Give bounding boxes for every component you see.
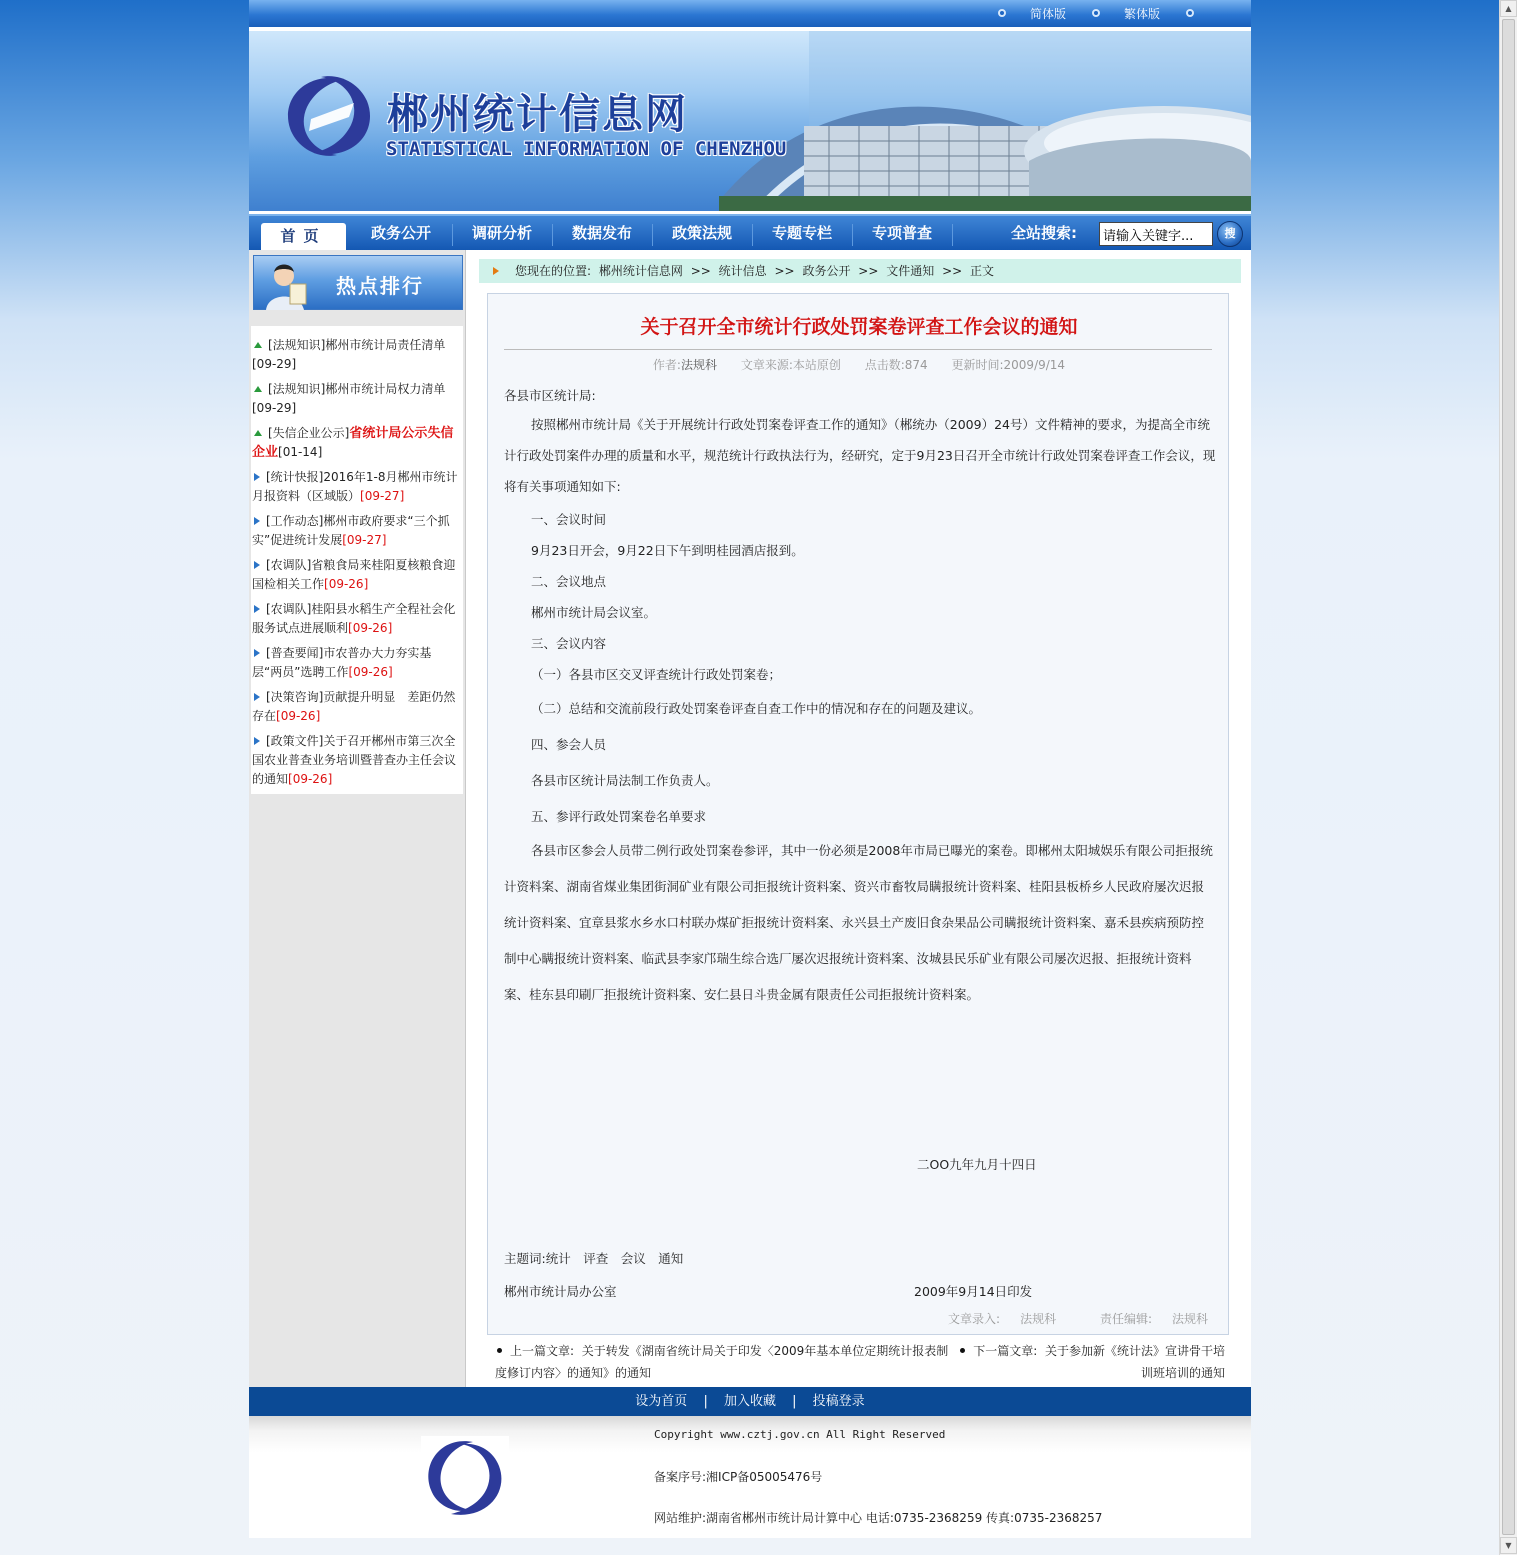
article-panel (487, 293, 1229, 1335)
traditional-chinese-link[interactable]: 繁体版 (1124, 7, 1161, 21)
breadcrumb-current: 正文 (970, 264, 995, 278)
section-body: 各县市区参会人员带二例行政处罚案卷参评，其中一份必须是2008年市局已曝光的案卷。即郴州太阳城娱乐有限公司拒报统计资料案、湖南省煤业集团街洞矿业有限公司拒报统计资料案、资兴市畜牧局瞒报统计资料案、桂阳县板桥乡人民政府屡次迟报统计资料案、宜章县浆水乡水口村联办煤矿拒报统计资料案、永兴县土产废旧食杂果品公司瞒报统计资料案、嘉禾县疾病预防控制中心瞒报统计资料案、临武县李家邝瑞生综合选厂屡次迟报统计资料案、汝城县民乐矿业有限公司屡次迟报、拒报统计资料案、桂东县印刷厂拒报统计资料案、安仁县日斗贵金属有限责任公司拒报统计资料案。 (504, 843, 1213, 1002)
hot-item-date: [09-26] (348, 621, 393, 635)
arrow-right-icon (254, 693, 260, 701)
hot-item-title[interactable]: 郴州市统计局责任清单 (325, 338, 446, 352)
page-container (249, 0, 1251, 1538)
left-sidebar (249, 250, 466, 1387)
section-body: （二）总结和交流前段行政处罚案卷评查自查工作中的情况和存在的问题及建议。 (531, 701, 982, 716)
section-heading: 二、会议地点 (531, 574, 607, 589)
section-body: 各县市区统计局法制工作负责人。 (531, 773, 719, 788)
section-body: 郴州市统计局会议室。 (531, 605, 657, 620)
scroll-up-arrow-icon[interactable]: ▲ (1500, 0, 1517, 17)
icp-record: 备案序号:湘ICP备05005476号 (654, 1470, 823, 1484)
section-body: （一）各县市区交叉评查统计行政处罚案卷； (531, 667, 782, 682)
prev-article (495, 1340, 955, 1384)
footer-divider: | (792, 1394, 797, 1409)
keywords: 主题词:统计 评查 会议 通知 (504, 1251, 684, 1266)
section-heading: 三、会议内容 (531, 636, 607, 651)
entry-label: 文章录入: (948, 1312, 1001, 1326)
footer (249, 1416, 1251, 1538)
submission-login-link[interactable]: 投稿登录 (812, 1394, 865, 1409)
article-footer-meta (908, 1310, 1208, 1327)
main-nav (249, 214, 1251, 250)
breadcrumb-link[interactable]: 政务公开 (802, 264, 851, 278)
hot-item-category: [失信企业公示] (268, 426, 350, 440)
arrow-right-icon (254, 737, 260, 745)
hot-list-item[interactable] (251, 380, 463, 418)
nav-item-policy[interactable]: 政策法规 (671, 224, 732, 242)
hot-ranking-list (251, 326, 463, 794)
hot-item-date: [01-14] (278, 445, 323, 459)
maintainer-info: 网站维护:湖南省郴州市统计局计算中心 电话:0735-2368259 传真:0735-2368257 (654, 1511, 1103, 1525)
person-icon (262, 260, 312, 310)
hot-item-category: [农调队] (266, 558, 312, 572)
nav-divider (952, 224, 953, 246)
search-input[interactable] (1099, 222, 1213, 246)
set-homepage-link[interactable]: 设为首页 (635, 1394, 688, 1409)
hot-item-category: [普查要闻] (266, 646, 324, 660)
hot-item-category: [法规知识] (268, 338, 326, 352)
arrow-right-icon (254, 473, 260, 481)
next-article (957, 1340, 1225, 1384)
hot-list-item[interactable] (251, 644, 463, 682)
add-favorite-link[interactable]: 加入收藏 (723, 1394, 776, 1409)
title-divider (504, 349, 1212, 350)
hot-list-item[interactable] (251, 336, 463, 374)
hot-item-date: [09-27] (360, 489, 405, 503)
site-banner (249, 31, 1251, 211)
nav-item-data-release[interactable]: 数据发布 (571, 224, 632, 242)
nav-item-census[interactable]: 专项普查 (871, 224, 932, 242)
site-subtitle: STATISTICAL INFORMATION OF CHENZHOU (386, 138, 787, 160)
arrow-right-icon (493, 267, 499, 275)
breadcrumb-prefix: 您现在的位置: (515, 264, 592, 278)
search-label: 全站搜索: (1011, 224, 1077, 242)
hot-ranking-title: 热点排行 (336, 274, 424, 298)
hot-list-item[interactable] (251, 688, 463, 726)
copyright: Copyright www.cztj.gov.cn All Right Reserved (654, 1428, 946, 1441)
issue-date: 2009年9月14日印发 (914, 1284, 1033, 1299)
arrow-right-icon (254, 517, 260, 525)
updated-value: 2009/9/14 (1003, 358, 1066, 372)
next-label: 下一篇文章: (973, 1344, 1038, 1358)
hot-item-category: [决策咨询] (266, 690, 324, 704)
hot-list-item[interactable] (251, 424, 463, 462)
hot-item-title[interactable]: 郴州市政府要求“三个抓实”促进统计发展 (252, 514, 450, 547)
author-value: 法规科 (680, 358, 717, 372)
hot-item-date: [09-26] (348, 665, 393, 679)
section-heading: 一、会议时间 (531, 512, 607, 527)
section-heading: 五、参评行政处罚案卷名单要求 (531, 809, 707, 824)
arrow-up-icon (254, 342, 262, 348)
issuer: 郴州市统计局办公室 (504, 1284, 617, 1299)
bullet-icon (1092, 9, 1100, 17)
hot-item-category: [法规知识] (268, 382, 326, 396)
breadcrumb-separator: >> (690, 264, 711, 278)
hot-item-title[interactable]: 省统计局公示失信企业 (252, 426, 454, 460)
hot-item-category: [政策文件] (266, 734, 324, 748)
footer-divider: | (703, 1394, 708, 1409)
source-value: 本站原创 (792, 358, 841, 372)
breadcrumb-separator: >> (858, 264, 879, 278)
vertical-scrollbar[interactable] (1499, 0, 1517, 1555)
prev-label: 上一篇文章: (510, 1344, 575, 1358)
nav-item-home[interactable]: 首页 (261, 223, 346, 252)
section-body: 9月23日开会，9月22日下午到明桂园酒店报到。 (531, 543, 804, 558)
author-label: 作者: (652, 358, 681, 372)
issue-date-chinese: 二OO九年九月十四日 (917, 1157, 1037, 1172)
hot-item-date: [09-26] (288, 772, 333, 786)
hot-item-title[interactable]: 桂阳县水稻生产全程社会化服务试点进展顺利 (252, 602, 456, 635)
hot-list-item[interactable] (251, 600, 463, 638)
site-logo-icon (288, 76, 370, 156)
updated-label: 更新时间: (951, 358, 1004, 372)
arrow-right-icon (254, 561, 260, 569)
hot-item-category: [农调队] (266, 602, 312, 616)
hot-list-item[interactable] (251, 556, 463, 594)
scrollbar-thumb[interactable] (1502, 19, 1515, 1535)
hits-value: 874 (904, 358, 928, 372)
breadcrumb-link[interactable]: 文件通知 (886, 264, 935, 278)
salutation: 各县市区统计局: (504, 388, 596, 403)
arrow-right-icon (254, 649, 260, 657)
breadcrumb-link[interactable]: 郴州统计信息网 (598, 264, 683, 278)
footer-logo-icon (421, 1436, 509, 1518)
breadcrumb-link[interactable]: 统计信息 (718, 264, 767, 278)
hot-ranking-header (253, 255, 463, 310)
hot-item-date: [09-29] (252, 357, 297, 371)
arrow-up-icon (254, 430, 262, 436)
hot-item-title[interactable]: 省粮食局来桂阳夏核粮食迎国检相关工作 (252, 558, 456, 591)
hot-item-date: [09-26] (324, 577, 369, 591)
hot-list-item[interactable] (251, 468, 463, 506)
arrow-up-icon (254, 386, 262, 392)
hot-item-date: [09-26] (276, 709, 321, 723)
source-label: 文章来源: (740, 358, 793, 372)
hot-list-item[interactable] (251, 512, 463, 550)
prev-article-link[interactable]: 关于转发《湖南省统计局关于印发〈2009年基本单位定期统计报表制度修订内容〉的通知》的通知 (495, 1344, 949, 1380)
hot-item-title[interactable]: 2016年1-8月郴州市统计月报资料（区域版） (252, 470, 458, 503)
stadium-illustration (719, 31, 1251, 211)
arrow-right-icon (254, 605, 260, 613)
simplified-chinese-link[interactable]: 简体版 (1030, 7, 1067, 21)
bullet-icon (1186, 9, 1194, 17)
top-bar (249, 0, 1251, 27)
editor-label: 责任编辑: (1099, 1312, 1152, 1326)
hits-label: 点击数: (864, 358, 905, 372)
next-article-link[interactable]: 关于参加新《统计法》宣讲骨干培训班培训的通知 (1044, 1344, 1225, 1380)
editor-value: 法规科 (1171, 1312, 1208, 1326)
nav-item-government-affairs[interactable]: 政务公开 (370, 224, 431, 242)
breadcrumb (479, 259, 1241, 283)
article-title: 关于召开全市统计行政处罚案卷评查工作会议的通知 (640, 316, 1078, 338)
entry-value: 法规科 (1020, 1312, 1057, 1326)
hot-item-title[interactable]: 贡献提升明显 差距仍然存在 (252, 690, 456, 723)
search-button[interactable]: 搜 (1217, 221, 1243, 247)
article-meta (488, 356, 1230, 373)
scroll-down-arrow-icon[interactable]: ▼ (1500, 1537, 1517, 1554)
bullet-icon (998, 9, 1006, 17)
footer-link-bar (249, 1387, 1251, 1416)
breadcrumb-separator: >> (774, 264, 795, 278)
site-title: 郴州统计信息网 (387, 90, 688, 138)
nav-item-special-topics[interactable]: 专题专栏 (771, 224, 832, 242)
hot-list-item[interactable] (251, 732, 463, 789)
hot-item-category: [工作动态] (266, 514, 324, 528)
nav-item-research[interactable]: 调研分析 (471, 224, 532, 242)
hot-item-title[interactable]: 关于召开郴州市第三次全国农业普查业务培训暨普查办主任会议的通知 (252, 734, 457, 786)
breadcrumb-separator: >> (942, 264, 963, 278)
hot-item-date: [09-29] (252, 401, 297, 415)
intro-paragraph: 按照郴州市统计局《关于开展统计行政处罚案卷评查工作的通知》（郴统办（2009）24号）文件精神的要求，为提高全市统计行政处罚案件办理的质量和水平，规范统计行政执法行为，经研究，定于9月23日召开全市统计行政处罚案卷评查工作会议，现将有关事项通知如下: (504, 417, 1216, 494)
hot-item-date: [09-27] (342, 533, 387, 547)
bullet-icon (497, 1348, 502, 1353)
section-heading: 四、参会人员 (531, 737, 607, 752)
hot-item-title[interactable]: 市农普办大力夯实基层“两员”选聘工作 (252, 646, 432, 679)
bullet-icon (960, 1348, 965, 1353)
hot-item-title[interactable]: 郴州市统计局权力清单 (325, 382, 446, 396)
hot-item-category: [统计快报] (266, 470, 324, 484)
